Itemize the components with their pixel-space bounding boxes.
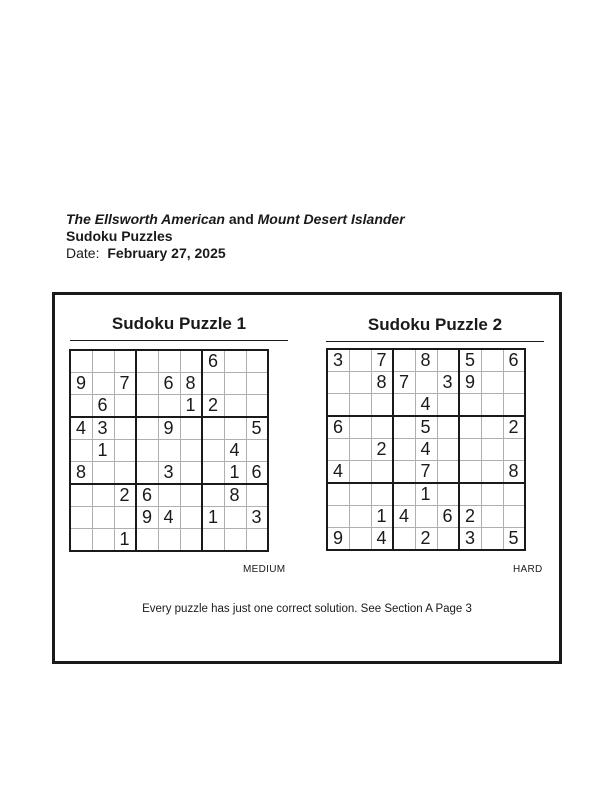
sudoku-cell: 7 <box>114 373 136 395</box>
sudoku-cell <box>327 483 349 506</box>
sudoku-cell <box>180 529 202 552</box>
sudoku-cell <box>415 506 437 528</box>
sudoku-cell <box>70 507 92 529</box>
sudoku-cell <box>92 462 114 485</box>
sudoku-cell <box>180 507 202 529</box>
sudoku-cell <box>437 461 459 484</box>
sudoku-cell <box>180 440 202 462</box>
sudoku-cell <box>246 373 268 395</box>
puzzle-2-row <box>327 394 525 417</box>
sudoku-cell <box>158 440 180 462</box>
puzzle-2-grid <box>326 348 526 551</box>
sudoku-cell: 4 <box>371 528 393 551</box>
header-subtitle: Sudoku Puzzles <box>66 228 173 244</box>
puzzle-2-row <box>327 528 525 551</box>
date-value: February 27, 2025 <box>107 245 226 261</box>
sudoku-cell <box>349 372 371 394</box>
sudoku-cell <box>70 484 92 507</box>
sudoku-cell <box>393 461 415 484</box>
puzzle-1-row <box>70 507 268 529</box>
sudoku-cell: 3 <box>459 528 481 551</box>
sudoku-cell: 4 <box>70 417 92 440</box>
puzzle-2-title-rule <box>326 341 544 342</box>
sudoku-cell <box>481 349 503 372</box>
sudoku-cell: 4 <box>158 507 180 529</box>
sudoku-cell <box>114 350 136 373</box>
sudoku-cell <box>503 394 525 417</box>
puzzle-1-title: Sudoku Puzzle 1 <box>111 314 247 333</box>
sudoku-cell <box>503 439 525 461</box>
puzzle-1-row <box>70 440 268 462</box>
sudoku-cell: 3 <box>327 349 349 372</box>
sudoku-cell: 5 <box>415 416 437 439</box>
date-line <box>66 245 405 262</box>
sudoku-cell <box>459 439 481 461</box>
sudoku-cell <box>481 416 503 439</box>
publication-line <box>66 211 405 228</box>
sudoku-cell <box>114 507 136 529</box>
sudoku-cell <box>114 440 136 462</box>
sudoku-cell <box>70 395 92 418</box>
sudoku-cell <box>327 439 349 461</box>
sudoku-cell: 4 <box>415 439 437 461</box>
sudoku-cell <box>136 417 158 440</box>
sudoku-cell <box>327 372 349 394</box>
sudoku-cell: 6 <box>327 416 349 439</box>
sudoku-cell: 1 <box>415 483 437 506</box>
sudoku-cell: 6 <box>136 484 158 507</box>
sudoku-cell: 9 <box>70 373 92 395</box>
sudoku-cell <box>327 506 349 528</box>
puzzle-1-title-rule <box>70 340 288 341</box>
sudoku-cell <box>371 461 393 484</box>
puzzle-2-title: Sudoku Puzzle 2 <box>367 315 503 334</box>
sudoku-cell: 1 <box>180 395 202 418</box>
sudoku-cell <box>349 528 371 551</box>
sudoku-cell: 3 <box>92 417 114 440</box>
puzzle-2-row <box>327 461 525 484</box>
sudoku-cell <box>180 484 202 507</box>
sudoku-cell <box>136 350 158 373</box>
puzzle-1-row <box>70 417 268 440</box>
sudoku-cell: 7 <box>371 349 393 372</box>
sudoku-cell <box>437 528 459 551</box>
sudoku-cell: 3 <box>158 462 180 485</box>
sudoku-cell <box>202 417 224 440</box>
sudoku-cell: 2 <box>415 528 437 551</box>
puzzle-2-row <box>327 506 525 528</box>
puzzle-1-row <box>70 373 268 395</box>
sudoku-cell <box>459 416 481 439</box>
puzzle-1-row <box>70 462 268 485</box>
puzzle-2-row <box>327 349 525 372</box>
puzzle-1-grid <box>69 349 269 552</box>
sudoku-cell: 9 <box>327 528 349 551</box>
sudoku-cell <box>136 529 158 552</box>
puzzle-2-row <box>327 416 525 439</box>
sudoku-cell <box>503 506 525 528</box>
sudoku-cell <box>393 416 415 439</box>
sudoku-cell <box>70 440 92 462</box>
sudoku-cell <box>349 483 371 506</box>
sudoku-cell <box>136 373 158 395</box>
sudoku-cell <box>158 350 180 373</box>
puzzle-1-row <box>70 529 268 552</box>
sudoku-cell: 6 <box>158 373 180 395</box>
sudoku-cell <box>180 350 202 373</box>
sudoku-cell <box>371 483 393 506</box>
publication-name-2: Mount Desert Islander <box>257 211 405 227</box>
sudoku-cell <box>481 461 503 484</box>
sudoku-cell <box>349 439 371 461</box>
sudoku-cell: 7 <box>393 372 415 394</box>
sudoku-cell <box>459 483 481 506</box>
puzzle-2-difficulty: HARD <box>513 564 543 575</box>
sudoku-cell <box>202 373 224 395</box>
sudoku-cell <box>224 350 246 373</box>
sudoku-cell <box>180 417 202 440</box>
sudoku-cell <box>136 462 158 485</box>
sudoku-cell: 8 <box>180 373 202 395</box>
date-label: Date: <box>66 245 100 261</box>
sudoku-cell <box>393 528 415 551</box>
sudoku-cell <box>92 507 114 529</box>
sudoku-cell <box>224 395 246 418</box>
sudoku-cell: 5 <box>503 528 525 551</box>
sudoku-cell <box>158 529 180 552</box>
sudoku-cell <box>327 394 349 417</box>
sudoku-cell <box>246 350 268 373</box>
sudoku-cell: 1 <box>114 529 136 552</box>
sudoku-cell <box>224 529 246 552</box>
sudoku-cell <box>481 394 503 417</box>
sudoku-cell <box>393 439 415 461</box>
sudoku-cell <box>92 529 114 552</box>
sudoku-cell <box>158 395 180 418</box>
sudoku-cell <box>481 506 503 528</box>
sudoku-cell <box>202 440 224 462</box>
sudoku-cell <box>246 484 268 507</box>
sudoku-cell: 8 <box>503 461 525 484</box>
sudoku-cell <box>202 484 224 507</box>
sudoku-cell <box>202 529 224 552</box>
sudoku-cell <box>459 461 481 484</box>
sudoku-cell: 6 <box>503 349 525 372</box>
sudoku-cell <box>481 439 503 461</box>
sudoku-cell <box>114 462 136 485</box>
sudoku-cell <box>114 417 136 440</box>
puzzle-2-row <box>327 483 525 506</box>
sudoku-cell <box>371 416 393 439</box>
sudoku-cell <box>481 483 503 506</box>
puzzle-2-row <box>327 439 525 461</box>
sudoku-cell: 9 <box>158 417 180 440</box>
sudoku-cell: 8 <box>224 484 246 507</box>
sudoku-cell <box>459 394 481 417</box>
sudoku-cell <box>70 350 92 373</box>
sudoku-cell: 1 <box>371 506 393 528</box>
sudoku-cell <box>393 394 415 417</box>
sudoku-cell <box>202 462 224 485</box>
sudoku-cell <box>349 416 371 439</box>
sudoku-cell <box>437 416 459 439</box>
sudoku-cell <box>349 506 371 528</box>
sudoku-cell: 1 <box>92 440 114 462</box>
sudoku-cell <box>92 484 114 507</box>
sudoku-cell <box>415 372 437 394</box>
sudoku-cell <box>481 528 503 551</box>
sudoku-cell <box>371 394 393 417</box>
sudoku-cell: 1 <box>202 507 224 529</box>
sudoku-cell <box>136 440 158 462</box>
sudoku-cell: 9 <box>459 372 481 394</box>
sudoku-cell <box>180 462 202 485</box>
sudoku-cell <box>114 395 136 418</box>
puzzle-1-difficulty: MEDIUM <box>243 564 286 575</box>
sudoku-cell <box>246 529 268 552</box>
sudoku-cell: 9 <box>136 507 158 529</box>
sudoku-cell: 3 <box>437 372 459 394</box>
sudoku-cell: 2 <box>202 395 224 418</box>
sudoku-cell: 2 <box>459 506 481 528</box>
sudoku-cell: 8 <box>371 372 393 394</box>
puzzle-2-row <box>327 372 525 394</box>
sudoku-cell <box>437 483 459 506</box>
page-header <box>66 211 405 262</box>
sudoku-cell <box>224 417 246 440</box>
sudoku-cell <box>70 529 92 552</box>
solution-note: Every puzzle has just one correct solution. See Section A Page 3 <box>142 603 472 615</box>
sudoku-cell <box>393 483 415 506</box>
puzzle-1-row <box>70 395 268 418</box>
sudoku-cell: 8 <box>415 349 437 372</box>
puzzle-1-row <box>70 484 268 507</box>
sudoku-cell: 6 <box>437 506 459 528</box>
sudoku-cell <box>437 349 459 372</box>
sudoku-cell: 7 <box>415 461 437 484</box>
sudoku-cell: 2 <box>371 439 393 461</box>
sudoku-cell <box>92 350 114 373</box>
sudoku-cell: 1 <box>224 462 246 485</box>
puzzle-1-row <box>70 350 268 373</box>
sudoku-cell: 8 <box>70 462 92 485</box>
sudoku-cell: 2 <box>503 416 525 439</box>
sudoku-cell <box>503 372 525 394</box>
sudoku-cell: 5 <box>246 417 268 440</box>
sudoku-cell <box>92 373 114 395</box>
sudoku-cell <box>503 483 525 506</box>
sudoku-cell <box>246 395 268 418</box>
sudoku-cell: 2 <box>114 484 136 507</box>
sudoku-cell <box>246 440 268 462</box>
sudoku-cell <box>393 349 415 372</box>
sudoku-cell: 6 <box>92 395 114 418</box>
publication-name-1: The Ellsworth American <box>66 211 225 227</box>
sudoku-cell: 4 <box>327 461 349 484</box>
sudoku-cell <box>224 373 246 395</box>
sudoku-cell <box>349 461 371 484</box>
sudoku-cell <box>481 372 503 394</box>
and-word: and <box>228 211 254 227</box>
sudoku-cell: 4 <box>224 440 246 462</box>
sudoku-cell <box>349 349 371 372</box>
sudoku-cell: 5 <box>459 349 481 372</box>
sudoku-cell <box>224 507 246 529</box>
sudoku-cell: 4 <box>393 506 415 528</box>
sudoku-cell <box>349 394 371 417</box>
sudoku-cell: 6 <box>246 462 268 485</box>
sudoku-cell <box>437 439 459 461</box>
sudoku-cell <box>437 394 459 417</box>
sudoku-cell: 4 <box>415 394 437 417</box>
sudoku-cell: 3 <box>246 507 268 529</box>
sudoku-cell <box>158 484 180 507</box>
sudoku-cell <box>136 395 158 418</box>
sudoku-cell: 6 <box>202 350 224 373</box>
